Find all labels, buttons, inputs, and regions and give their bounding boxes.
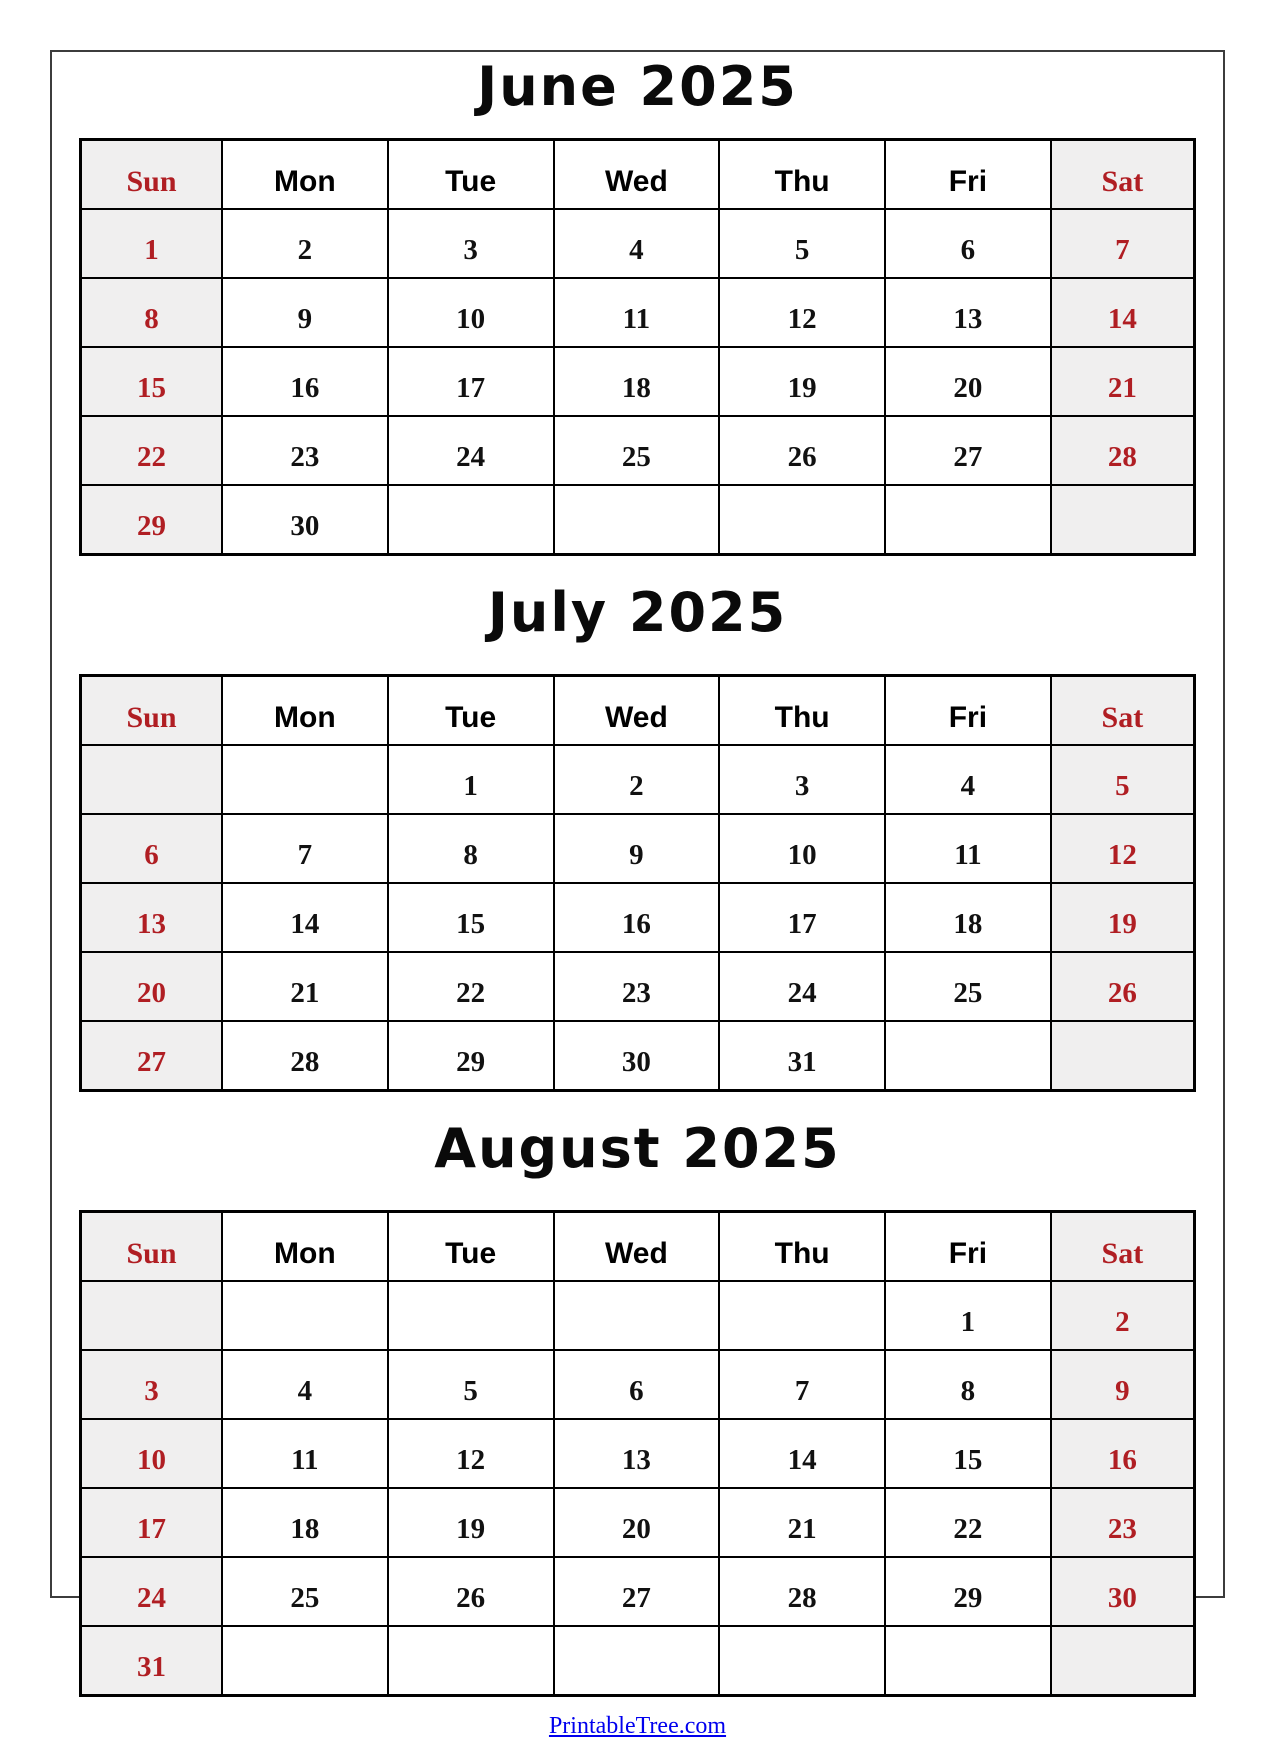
- day-cell: 30: [222, 485, 388, 555]
- day-cell: 8: [81, 278, 222, 347]
- empty-day-cell: [388, 1281, 554, 1350]
- day-cell: 17: [81, 1488, 222, 1557]
- calendar-table-august: [79, 1210, 1196, 1697]
- empty-day-cell: [885, 485, 1051, 555]
- day-cell: 16: [554, 883, 720, 952]
- month-title-june: June 2025: [477, 55, 798, 118]
- day-cell: 15: [885, 1419, 1051, 1488]
- day-cell: 2: [1051, 1281, 1195, 1350]
- week-row: [81, 485, 1195, 555]
- day-cell: 14: [719, 1419, 885, 1488]
- day-cell: 23: [222, 416, 388, 485]
- day-cell: 18: [222, 1488, 388, 1557]
- day-cell: 17: [388, 347, 554, 416]
- day-cell: 20: [885, 347, 1051, 416]
- empty-day-cell: [885, 1021, 1051, 1091]
- week-row: [81, 1557, 1195, 1626]
- day-cell: 11: [554, 278, 720, 347]
- weekday-header-thu: Thu: [719, 676, 885, 746]
- day-cell: 1: [81, 209, 222, 278]
- weekday-header-tue: Tue: [388, 1212, 554, 1282]
- empty-day-cell: [554, 1626, 720, 1696]
- week-row: [81, 1626, 1195, 1696]
- day-cell: 8: [885, 1350, 1051, 1419]
- week-row: [81, 347, 1195, 416]
- empty-day-cell: [719, 485, 885, 555]
- day-cell: 28: [719, 1557, 885, 1626]
- weekday-header-row: [81, 1212, 1195, 1282]
- day-cell: 20: [554, 1488, 720, 1557]
- weekday-header-tue: Tue: [388, 676, 554, 746]
- day-cell: 28: [222, 1021, 388, 1091]
- day-cell: 10: [719, 814, 885, 883]
- weekday-header-sat: Sat: [1051, 140, 1195, 210]
- day-cell: 22: [388, 952, 554, 1021]
- empty-day-cell: [885, 1626, 1051, 1696]
- day-cell: 9: [1051, 1350, 1195, 1419]
- day-cell: 25: [885, 952, 1051, 1021]
- day-cell: 19: [1051, 883, 1195, 952]
- week-row: [81, 883, 1195, 952]
- day-cell: 1: [388, 745, 554, 814]
- week-row: [81, 1350, 1195, 1419]
- calendar-table-june: [79, 138, 1196, 556]
- day-cell: 14: [1051, 278, 1195, 347]
- day-cell: 5: [388, 1350, 554, 1419]
- day-cell: 26: [1051, 952, 1195, 1021]
- day-cell: 22: [885, 1488, 1051, 1557]
- week-row: [81, 814, 1195, 883]
- empty-day-cell: [388, 485, 554, 555]
- empty-day-cell: [81, 1281, 222, 1350]
- weekday-header-mon: Mon: [222, 140, 388, 210]
- day-cell: 6: [81, 814, 222, 883]
- weekday-header-tue: Tue: [388, 140, 554, 210]
- day-cell: 29: [81, 485, 222, 555]
- empty-day-cell: [81, 745, 222, 814]
- empty-day-cell: [388, 1626, 554, 1696]
- day-cell: 18: [554, 347, 720, 416]
- day-cell: 21: [222, 952, 388, 1021]
- day-cell: 29: [388, 1021, 554, 1091]
- weekday-header-sat: Sat: [1051, 1212, 1195, 1282]
- day-cell: 6: [554, 1350, 720, 1419]
- day-cell: 13: [885, 278, 1051, 347]
- day-cell: 25: [222, 1557, 388, 1626]
- weekday-header-mon: Mon: [222, 1212, 388, 1282]
- day-cell: 26: [388, 1557, 554, 1626]
- day-cell: 11: [222, 1419, 388, 1488]
- weekday-header-row: [81, 676, 1195, 746]
- day-cell: 9: [554, 814, 720, 883]
- day-cell: 7: [222, 814, 388, 883]
- week-row: [81, 1281, 1195, 1350]
- day-cell: 24: [719, 952, 885, 1021]
- weekday-header-wed: Wed: [554, 140, 720, 210]
- day-cell: 1: [885, 1281, 1051, 1350]
- printabletree-link[interactable]: PrintableTree.com: [548, 1713, 727, 1739]
- empty-day-cell: [554, 485, 720, 555]
- weekday-header-row: [81, 140, 1195, 210]
- day-cell: 4: [554, 209, 720, 278]
- calendar-sheet: [50, 50, 1225, 1739]
- day-cell: 16: [222, 347, 388, 416]
- day-cell: 27: [81, 1021, 222, 1091]
- month-title-august: August 2025: [434, 1117, 841, 1180]
- week-row: [81, 416, 1195, 485]
- weekday-header-fri: Fri: [885, 1212, 1051, 1282]
- day-cell: 18: [885, 883, 1051, 952]
- day-cell: 3: [388, 209, 554, 278]
- day-cell: 5: [1051, 745, 1195, 814]
- empty-day-cell: [1051, 485, 1195, 555]
- month-title-july: July 2025: [487, 581, 788, 644]
- empty-day-cell: [719, 1626, 885, 1696]
- day-cell: 12: [1051, 814, 1195, 883]
- day-cell: 12: [388, 1419, 554, 1488]
- day-cell: 15: [81, 347, 222, 416]
- day-cell: 30: [1051, 1557, 1195, 1626]
- day-cell: 19: [388, 1488, 554, 1557]
- day-cell: 3: [81, 1350, 222, 1419]
- weekday-header-thu: Thu: [719, 140, 885, 210]
- weekday-header-sat: Sat: [1051, 676, 1195, 746]
- weekday-header-wed: Wed: [554, 676, 720, 746]
- day-cell: 19: [719, 347, 885, 416]
- day-cell: 6: [885, 209, 1051, 278]
- day-cell: 31: [719, 1021, 885, 1091]
- day-cell: 2: [222, 209, 388, 278]
- week-row: [81, 952, 1195, 1021]
- week-row: [81, 745, 1195, 814]
- day-cell: 31: [81, 1626, 222, 1696]
- week-row: [81, 1488, 1195, 1557]
- day-cell: 29: [885, 1557, 1051, 1626]
- day-cell: 7: [719, 1350, 885, 1419]
- empty-day-cell: [1051, 1021, 1195, 1091]
- day-cell: 27: [885, 416, 1051, 485]
- day-cell: 7: [1051, 209, 1195, 278]
- calendar-table-july: [79, 674, 1196, 1092]
- weekday-header-mon: Mon: [222, 676, 388, 746]
- weekday-header-wed: Wed: [554, 1212, 720, 1282]
- day-cell: 22: [81, 416, 222, 485]
- day-cell: 5: [719, 209, 885, 278]
- day-cell: 26: [719, 416, 885, 485]
- week-row: [81, 1021, 1195, 1091]
- day-cell: 27: [554, 1557, 720, 1626]
- month-section-august: [79, 1117, 1196, 1697]
- weekday-header-fri: Fri: [885, 676, 1051, 746]
- weekday-header-thu: Thu: [719, 1212, 885, 1282]
- empty-day-cell: [1051, 1626, 1195, 1696]
- day-cell: 25: [554, 416, 720, 485]
- day-cell: 23: [554, 952, 720, 1021]
- day-cell: 13: [554, 1419, 720, 1488]
- day-cell: 10: [388, 278, 554, 347]
- day-cell: 2: [554, 745, 720, 814]
- week-row: [81, 209, 1195, 278]
- week-row: [81, 1419, 1195, 1488]
- month-section-july: [79, 581, 1196, 1092]
- day-cell: 12: [719, 278, 885, 347]
- day-cell: 11: [885, 814, 1051, 883]
- day-cell: 8: [388, 814, 554, 883]
- day-cell: 15: [388, 883, 554, 952]
- day-cell: 21: [1051, 347, 1195, 416]
- day-cell: 16: [1051, 1419, 1195, 1488]
- day-cell: 10: [81, 1419, 222, 1488]
- day-cell: 17: [719, 883, 885, 952]
- day-cell: 30: [554, 1021, 720, 1091]
- weekday-header-sun: Sun: [81, 140, 222, 210]
- day-cell: 3: [719, 745, 885, 814]
- empty-day-cell: [222, 1626, 388, 1696]
- empty-day-cell: [222, 1281, 388, 1350]
- day-cell: 24: [388, 416, 554, 485]
- empty-day-cell: [719, 1281, 885, 1350]
- day-cell: 13: [81, 883, 222, 952]
- empty-day-cell: [554, 1281, 720, 1350]
- day-cell: 20: [81, 952, 222, 1021]
- day-cell: 21: [719, 1488, 885, 1557]
- day-cell: 9: [222, 278, 388, 347]
- day-cell: 24: [81, 1557, 222, 1626]
- day-cell: 28: [1051, 416, 1195, 485]
- empty-day-cell: [222, 745, 388, 814]
- month-section-june: [79, 55, 1196, 556]
- day-cell: 14: [222, 883, 388, 952]
- day-cell: 4: [222, 1350, 388, 1419]
- weekday-header-sun: Sun: [81, 676, 222, 746]
- day-cell: 23: [1051, 1488, 1195, 1557]
- weekday-header-sun: Sun: [81, 1212, 222, 1282]
- week-row: [81, 278, 1195, 347]
- day-cell: 4: [885, 745, 1051, 814]
- footer: [79, 1713, 1196, 1740]
- weekday-header-fri: Fri: [885, 140, 1051, 210]
